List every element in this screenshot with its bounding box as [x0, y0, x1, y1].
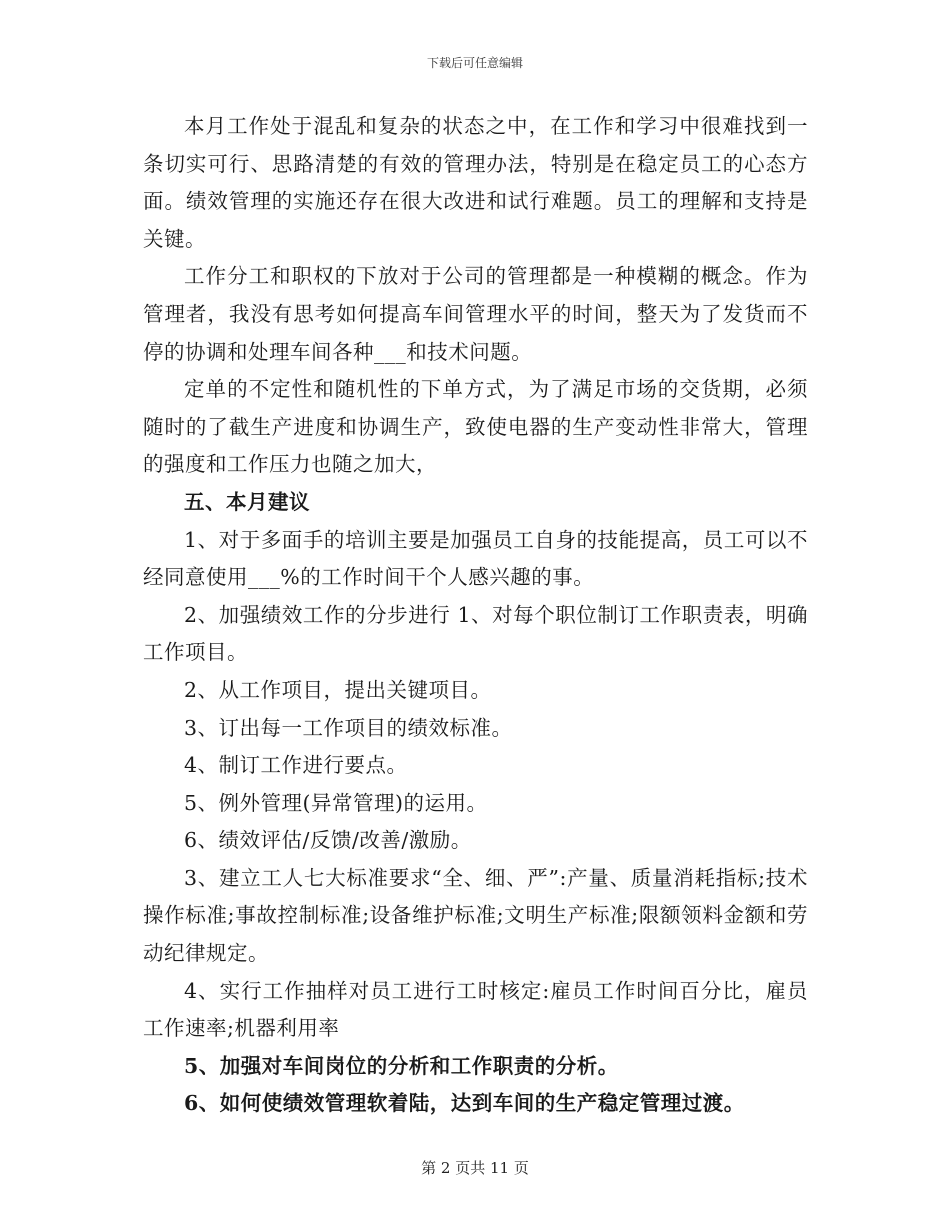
- paragraph-2: 工作分工和职权的下放对于公司的管理都是一种模糊的概念。作为管理者，我没有思考如何提高车间管理水平的时间，整天为了发货而不停的协调和处理车间各种___和技术问题。: [143, 264, 808, 364]
- suggestion-1: 1、对于多面手的培训主要是加强员工自身的技能提高，员工可以不经同意使用___%的工作时间干个人感兴趣的事。: [143, 527, 808, 590]
- section-heading: 五、本月建议: [184, 489, 310, 514]
- page-number: 第 2 页共 11 页: [421, 1159, 529, 1177]
- paragraph-1: 本月工作处于混乱和复杂的状态之中，在工作和学习中很难找到一条切实可行、思路清楚的有效的管理办法，特别是在稳定员工的心态方面。绩效管理的实施还存在很大改进和试行难题。员工的理解和支持是关键。: [143, 114, 808, 251]
- suggestion-4: 4、实行工作抽样对员工进行工时核定:雇员工作时间百分比，雇员工作速率;机器利用率: [143, 978, 808, 1041]
- suggestion-6: 6、如何使绩效管理软着陆，达到车间的生产稳定管理过渡。: [184, 1091, 745, 1116]
- suggestion-5: 5、加强对车间岗位的分析和工作职责的分析。: [184, 1053, 619, 1078]
- page-header: 下载后可任意编辑: [426, 56, 523, 70]
- suggestion-2-sub-2: 2、从工作项目，提出关键项目。: [184, 677, 492, 702]
- suggestion-3: 3、建立工人七大标准要求“全、细、严”:产量、质量消耗指标;技术操作标准;事故控制标准;设备维护标准;文明生产标准;限额领料金额和劳动纪律规定。: [143, 865, 808, 966]
- suggestion-2-sub-6: 6、绩效评估/反馈/改善/激励。: [184, 828, 472, 853]
- suggestion-2-sub-3: 3、订出每一工作项目的绩效标准。: [184, 715, 513, 740]
- suggestion-2-sub-4: 4、制订工作进行要点。: [184, 753, 408, 778]
- document-body: [143, 108, 808, 1123]
- paragraph-3: 定单的不定性和随机性的下单方式，为了满足市场的交货期，必须随时的了截生产进度和协调生产，致使电器的生产变动性非常大，管理的强度和工作压力也随之加大，: [143, 377, 808, 477]
- suggestion-2-sub-5: 5、例外管理(异常管理)的运用。: [184, 790, 488, 815]
- suggestion-2: 2、加强绩效工作的分步进行 1、对每个职位制订工作职责表，明确工作项目。: [143, 602, 808, 665]
